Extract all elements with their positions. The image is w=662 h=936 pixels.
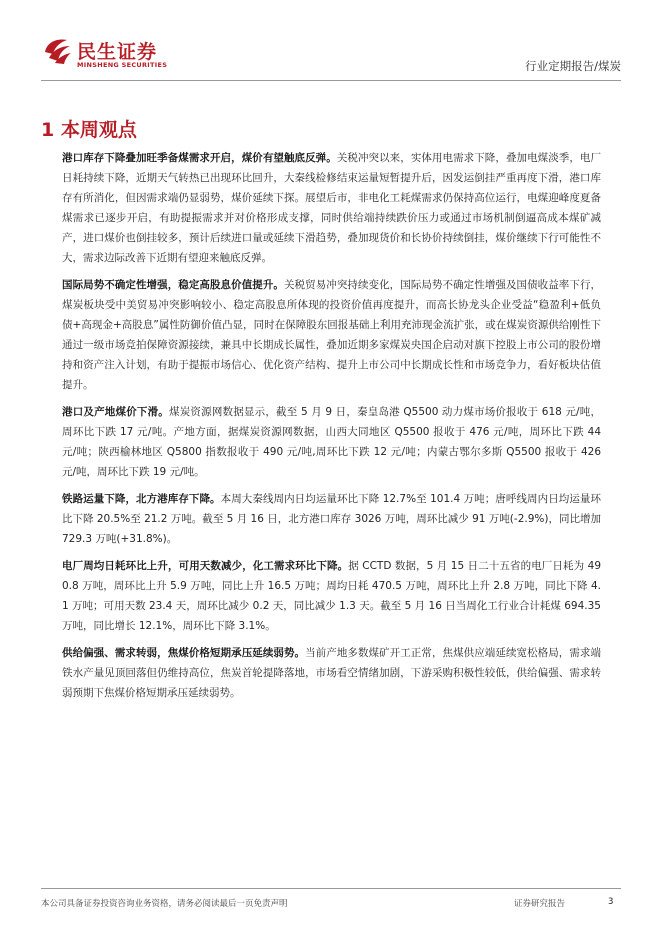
footer-divider bbox=[41, 888, 621, 889]
footer-report-label: 证券研究报告 bbox=[514, 899, 566, 909]
minsheng-logo-icon bbox=[41, 34, 73, 66]
paragraph-lead: 港口及产地煤价下滑。 bbox=[62, 406, 170, 418]
paragraph-lead: 电厂周均日耗环比上升，可用天数减少，化工需求环比下降。 bbox=[62, 560, 349, 572]
paragraph-text: 本周大秦线周内日均运量环比下降 12.7%至 101.4 万吨；唐呼线周内日均运量环比下降 20.5%至 21.2 万吨。截至 5 月 16 日，北方港口库存 3026 万吨，周环比减少 91 万吨(-2.9%)，同比增加 729.3 万吨(+31.8%)。 bbox=[62, 493, 601, 545]
paragraph-text: 当前产地多数煤矿开工正常，焦煤供应端延续宽松格局，需求端铁水产量见顶回落但仍维持高位，焦炭首轮提降落地，市场看空情绪加剧，下游采购积极性较低，供给偏强、需求转弱预期下焦煤价格短期承压延续弱势。 bbox=[62, 647, 601, 699]
paragraph bbox=[62, 643, 601, 703]
paragraph bbox=[62, 148, 601, 268]
paragraph bbox=[62, 402, 601, 482]
paragraph-lead: 供给偏强、需求转弱，焦煤价格短期承压延续弱势。 bbox=[62, 647, 306, 659]
paragraph-lead: 港口库存下降叠加旺季备煤需求开启，煤价有望触底反弹。 bbox=[62, 152, 337, 164]
section-title: 1 本周观点 bbox=[41, 119, 137, 141]
paragraph-lead: 铁路运量下降，北方港库存下降。 bbox=[62, 493, 221, 505]
header-divider bbox=[41, 80, 621, 81]
logo-english-name: MINSHENG SECURITIES bbox=[77, 61, 168, 69]
paragraph-lead: 国际局势不确定性增强，稳定高股息价值提升。 bbox=[62, 279, 284, 291]
paragraph-text: 煤炭资源网数据显示，截至 5 月 9 日，秦皇岛港 Q5500 动力煤市场价报收于 618 元/吨，周环比下跌 17 元/吨。产地方面，据煤炭资源网数据，山西大同地区 Q5500 报收于 476 元/吨，周环比下跌 44 元/吨；陕西榆林地区 Q5800 指数报收于 490 元/吨,周环比下跌 12 元/吨；内蒙古鄂尔多斯 Q5500 报收于 426 元/吨，周环比下跌 19 元/吨。 bbox=[62, 406, 601, 478]
body-content bbox=[62, 148, 601, 710]
paragraph bbox=[62, 489, 601, 549]
paragraph bbox=[62, 556, 601, 636]
paragraph-text: 关税冲突以来，实体用电需求下降，叠加电煤淡季，电厂日耗持续下降，近期天气转热已出现环比回升，大秦线检修结束运量短暂提升后，因发运倒挂严重再度下滑，港口库存有所消化，但因需求端仍显弱势，煤价延续下探。展望后市，非电化工耗煤需求仍保持高位运行，电煤迎峰度夏备煤需求已逐步开启，有助提振需求并对价格形成支撑，同时供给端持续跌价压力或通过市场机制倒逼高成本煤矿减产，进口煤价也倒挂较多，预计后续进口量或延续下滑趋势，叠加现货价和长协价持续倒挂，煤价继续下行可能性不大，需求边际改善下近期有望迎来触底反弹。 bbox=[62, 152, 602, 264]
paragraph-text: 据 CCTD 数据，5 月 15 日二十五省的电厂日耗为 490.8 万吨，周环比上升 5.9 万吨，同比上升 16.5 万吨；周均日耗 470.5 万吨，周环比上升 2.8 万吨，同比下降 4.1 万吨；可用天数 23.4 天，周环比减少 0.2 天，同比减少 1.3 天。截至 5 月 16 日当周化工行业合计耗煤 694.35 万吨，同比增长 12.1%，周环比下降 3.1%。 bbox=[62, 560, 601, 632]
logo-chinese-name: 民生证券 bbox=[77, 41, 158, 63]
report-type: 行业定期报告/煤炭 bbox=[525, 59, 621, 73]
paragraph bbox=[62, 275, 601, 395]
page-number: 3 bbox=[608, 897, 614, 907]
paragraph-text: 关税贸易冲突持续变化，国际局势不确定性增强及国债收益率下行，煤炭板块受中美贸易冲突影响较小、稳定高股息所体现的投资价值再度提升，而高长协龙头企业受益“稳盈利+低负债+高现金+高股息”属性防御价值凸显，同时在保障股东回报基础上利用充沛现金流扩张，或在煤炭资源供给刚性下通过一级市场竞拍保障资源接续，兼具中长期成长属性，叠加近期多家煤炭央国企启动对旗下控股上市公司的股份增持和资产注入计划，有助于提振市场信心、优化资产结构、提升上市公司中长期成长性和市场竞争力，看好板块估值提升。 bbox=[62, 279, 602, 391]
company-logo bbox=[41, 34, 191, 74]
footer-disclaimer: 本公司具备证券投资咨询业务资格，请务必阅读最后一页免责声明 bbox=[41, 899, 288, 909]
